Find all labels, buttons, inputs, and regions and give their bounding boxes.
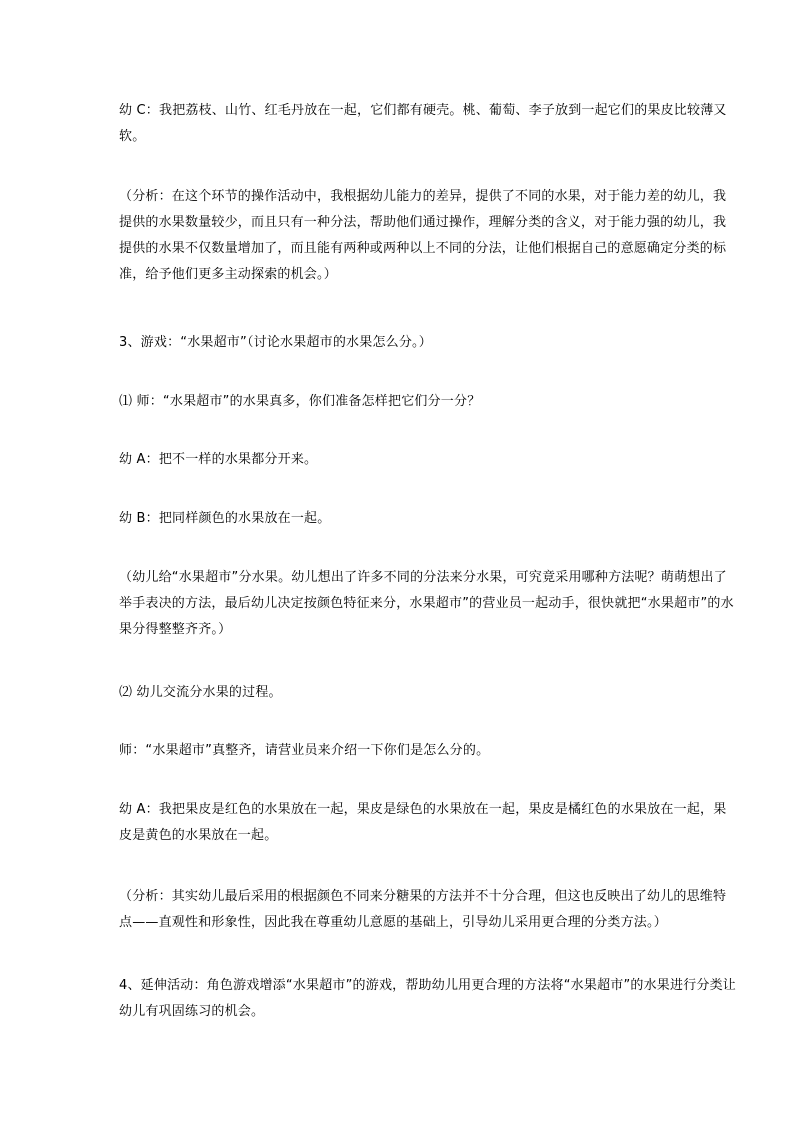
- text-line: 幼 A：我把果皮是红色的水果放在一起，果皮是绿色的水果放在一起，果皮是橘红色的水果放在一起，果: [119, 802, 727, 817]
- paragraph-extension-activity: [119, 973, 737, 1025]
- text-line: 幼儿有巩固练习的机会。: [119, 1004, 265, 1019]
- text-line: 4、延伸活动：角色游戏增添“水果超市”的游戏，帮助幼儿用更合理的方法将“水果超市”的水果进行分类让: [119, 978, 737, 993]
- text-line: （分析：其实幼儿最后采用的根据颜色不同来分糖果的方法并不十分合理，但这也反映出了幼儿的思维特: [119, 889, 727, 904]
- text-line: ⑵ 幼儿交流分水果的过程。: [119, 685, 282, 700]
- text-line: 提供的水果数量较少，而且只有一种分法，帮助他们通过操作，理解分类的含义，对于能力强的幼儿，我: [119, 215, 727, 230]
- text-line: 皮是黄色的水果放在一起。: [119, 828, 278, 843]
- text-line: 软。: [119, 129, 146, 144]
- text-line: 幼 C：我把荔枝、山竹、红毛丹放在一起，它们都有硬壳。桃、葡萄、李子放到一起它们的果皮比较薄又: [119, 103, 727, 118]
- paragraph-analysis-thinking: [119, 884, 727, 936]
- text-line: （分析：在这个环节的操作活动中，我根据幼儿能力的差异，提供了不同的水果，对于能力差的幼儿，我: [119, 189, 727, 204]
- paragraph-teacher-question: [119, 389, 679, 415]
- paragraph-children-sorting: [119, 565, 734, 643]
- paragraph-child-a-answer: [119, 447, 679, 473]
- text-line: ⑴ 师：“水果超市”的水果真多，你们准备怎样把它们分一分？: [119, 394, 481, 409]
- text-line: （幼儿给“水果超市”分水果。幼儿想出了许多不同的分法来分水果，可究竟采用哪种方法呢？萌萌想出了: [119, 570, 727, 585]
- text-line: 举手表决的方法，最后幼儿决定按颜色特征来分，水果超市”的营业员一起动手，很快就把“水果超市”的水: [119, 596, 734, 611]
- paragraph-children-exchange: [119, 680, 679, 706]
- text-line: 3、游戏：“水果超市”（讨论水果超市的水果怎么分。）: [119, 335, 432, 350]
- text-line: 点——直观性和形象性，因此我在尊重幼儿意愿的基础上，引导幼儿采用更合理的分类方法。）: [119, 915, 667, 930]
- text-line: 准，给予他们更多主动探索的机会。）: [119, 267, 337, 282]
- text-line: 果分得整整齐齐。）: [119, 622, 232, 637]
- paragraph-child-a-colors: [119, 797, 727, 849]
- text-line: 师：“水果超市”真整齐，请营业员来介绍一下你们是怎么分的。: [119, 743, 490, 758]
- paragraph-analysis-operation: [119, 184, 727, 288]
- paragraph-teacher-praise: [119, 738, 679, 764]
- text-line: 幼 B：把同样颜色的水果放在一起。: [119, 511, 331, 526]
- text-line: 提供的水果不仅数量增加了，而且能有两种或两种以上不同的分法，让他们根据自己的意愿确定分类的标: [119, 241, 727, 256]
- paragraph-child-b-answer: [119, 506, 679, 532]
- paragraph-game-fruit-market: [119, 330, 679, 356]
- text-line: 幼 A：把不一样的水果都分开来。: [119, 452, 318, 467]
- paragraph-child-c-shells: [119, 98, 727, 150]
